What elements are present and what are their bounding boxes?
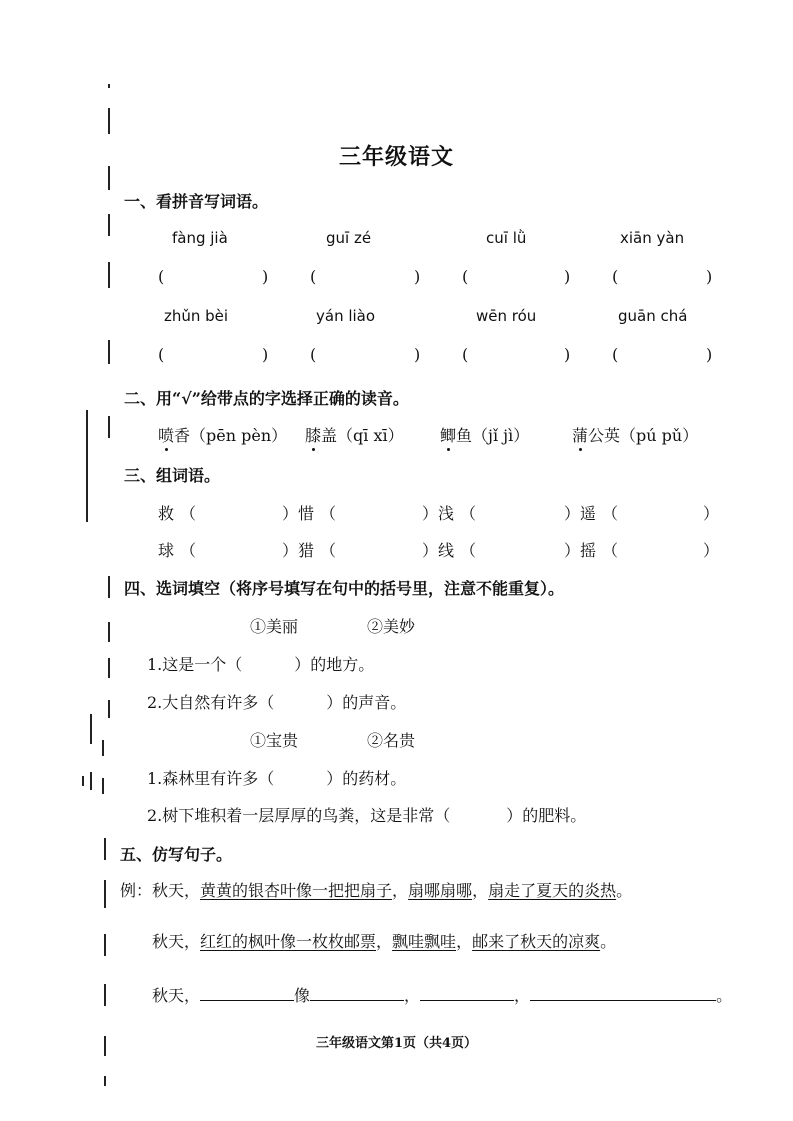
word-blank[interactable]: （ — [180, 541, 197, 560]
word-char: 球 — [158, 541, 175, 560]
binding-mark — [104, 934, 106, 956]
sentence-part: 2.大自然有许多（ — [147, 693, 275, 712]
answer-box[interactable]: ( — [462, 267, 469, 286]
binding-mark — [108, 658, 110, 678]
word-blank-close: ） — [564, 541, 581, 560]
reading-choice-1[interactable] — [158, 423, 287, 446]
sentence-part: ）的地方。 — [294, 655, 375, 674]
word-blank-close: ） — [282, 504, 299, 523]
answer-box[interactable]: ( — [310, 345, 317, 364]
underlined-phrase: 扇哪扇哪 — [408, 881, 473, 900]
option-4: ②名贵 — [367, 731, 416, 750]
word-blank[interactable]: （ — [602, 541, 619, 560]
answer-box-close: ) — [706, 345, 713, 364]
answer-box[interactable]: ( — [158, 345, 165, 364]
dotted-char: 鲫 — [440, 423, 456, 446]
option-2: ②美妙 — [367, 617, 416, 636]
write-blank[interactable] — [200, 986, 294, 1001]
word-char: 遥 — [580, 504, 597, 523]
word-char: 线 — [438, 541, 455, 560]
reading-choice-2[interactable] — [305, 423, 404, 446]
reading-options: 公英（pú pǔ） — [588, 426, 699, 445]
word-char: 猎 — [298, 541, 315, 560]
word-blank-close: ） — [282, 541, 299, 560]
word-blank[interactable]: （ — [460, 504, 477, 523]
word-char: 浅 — [438, 504, 455, 523]
text: ， — [392, 881, 409, 900]
sentence-part: ）的药材。 — [326, 769, 407, 788]
model-sentence — [152, 929, 616, 952]
answer-box[interactable]: ( — [612, 267, 619, 286]
answer-box-close: ) — [564, 345, 571, 364]
answer-box-close: ) — [414, 267, 421, 286]
binding-mark — [108, 622, 110, 642]
text: 秋天， — [152, 932, 201, 951]
answer-box-close: ) — [414, 345, 421, 364]
text: ， — [404, 986, 421, 1005]
word-blank[interactable]: （ — [602, 504, 619, 523]
answer-box-close: ) — [262, 345, 269, 364]
binding-mark — [108, 416, 110, 438]
text: 像 — [294, 986, 311, 1005]
answer-box-close: ) — [262, 267, 269, 286]
write-blank[interactable] — [420, 986, 514, 1001]
answer-box[interactable]: ( — [462, 345, 469, 364]
section5-heading: 五、仿写句子。 — [120, 845, 233, 864]
answer-box[interactable]: ( — [310, 267, 317, 286]
pinyin-2: guī zé — [326, 229, 372, 247]
text: 。 — [716, 986, 733, 1005]
reading-choice-4[interactable] — [572, 423, 698, 446]
sentence-part: 1.这是一个（ — [147, 655, 243, 674]
text: ， — [472, 881, 489, 900]
binding-mark — [108, 576, 110, 598]
text: 。 — [600, 932, 617, 951]
word-blank-close: ） — [564, 504, 581, 523]
text: 秋天， — [152, 986, 201, 1005]
underlined-phrase: 黄黄的银杏叶像一把把扇子 — [200, 881, 393, 900]
binding-mark — [108, 700, 110, 718]
section4-heading: 四、选词填空（将序号填写在句中的括号里，注意不能重复）。 — [124, 579, 565, 598]
binding-mark — [104, 984, 106, 1006]
text: 例：秋天， — [120, 881, 201, 900]
example-sentence — [120, 878, 632, 901]
text: 。 — [616, 881, 633, 900]
dotted-char: 喷 — [158, 423, 174, 446]
reading-options: 鱼（jǐ jì） — [456, 426, 530, 445]
option-3: ①宝贵 — [250, 731, 299, 750]
dotted-char: 蒲 — [572, 423, 588, 446]
sentence-part: ）的肥料。 — [506, 806, 587, 825]
binding-mark — [86, 410, 88, 522]
binding-mark — [82, 776, 84, 786]
fill-sentence-1[interactable] — [147, 652, 374, 675]
binding-mark — [108, 262, 110, 288]
pinyin-4: xiān yàn — [620, 229, 685, 247]
word-blank[interactable]: （ — [320, 541, 337, 560]
write-blank[interactable] — [530, 986, 716, 1001]
imitation-sentence — [152, 983, 732, 1006]
text: ， — [514, 986, 531, 1005]
word-char: 惜 — [298, 504, 315, 523]
word-blank-close: ） — [703, 541, 720, 560]
pinyin-7: wēn róu — [476, 307, 537, 325]
fill-sentence-4[interactable] — [147, 803, 586, 826]
answer-box[interactable]: ( — [158, 267, 165, 286]
page-title: 三年级语文 — [338, 144, 454, 170]
binding-mark — [104, 880, 106, 908]
dotted-char: 膝 — [305, 423, 321, 446]
text: ， — [456, 932, 473, 951]
reading-options: 香（pēn pèn） — [174, 426, 288, 445]
binding-mark — [108, 340, 110, 364]
binding-mark — [108, 84, 110, 88]
binding-mark — [90, 714, 92, 744]
binding-mark — [104, 1076, 106, 1086]
word-blank[interactable]: （ — [180, 504, 197, 523]
pinyin-3: cuī lǜ — [486, 229, 527, 247]
binding-mark — [104, 838, 106, 860]
pinyin-6: yán liào — [316, 307, 376, 325]
text: ， — [376, 932, 393, 951]
binding-mark — [90, 772, 92, 790]
binding-mark — [108, 108, 110, 134]
fill-sentence-2[interactable] — [147, 690, 406, 713]
fill-sentence-3[interactable] — [147, 766, 406, 789]
answer-box-close: ) — [706, 267, 713, 286]
sentence-part: 2.树下堆积着一层厚厚的鸟粪，这是非常（ — [147, 806, 451, 825]
underlined-phrase: 扇走了夏天的炎热 — [488, 881, 617, 900]
binding-mark — [102, 740, 104, 756]
word-char: 摇 — [580, 541, 597, 560]
underlined-phrase: 红红的枫叶像一枚枚邮票 — [200, 932, 377, 951]
word-blank-close: ） — [422, 504, 439, 523]
word-blank[interactable]: （ — [460, 541, 477, 560]
pinyin-8: guān chá — [618, 307, 688, 325]
sentence-part: 1.森林里有许多（ — [147, 769, 275, 788]
underlined-phrase: 飘哇飘哇 — [392, 932, 457, 951]
page-footer: 三年级语文第1页（共4页） — [315, 1036, 478, 1051]
section2-heading: 二、用“√”给带点的字选择正确的读音。 — [124, 389, 409, 408]
word-blank-close: ） — [422, 541, 439, 560]
underlined-phrase: 邮来了秋天的凉爽 — [472, 932, 601, 951]
reading-options: 盖（qī xī） — [321, 426, 404, 445]
word-blank[interactable]: （ — [320, 504, 337, 523]
pinyin-5: zhǔn bèi — [164, 307, 229, 325]
option-1: ①美丽 — [250, 617, 299, 636]
word-char: 救 — [158, 504, 175, 523]
reading-choice-3[interactable] — [440, 423, 529, 446]
answer-box[interactable]: ( — [612, 345, 619, 364]
sentence-part: ）的声音。 — [326, 693, 407, 712]
section1-heading: 一、看拼音写词语。 — [124, 192, 269, 211]
pinyin-1: fàng jià — [172, 229, 228, 247]
section3-heading: 三、组词语。 — [124, 466, 221, 485]
answer-box-close: ) — [564, 267, 571, 286]
word-blank-close: ） — [703, 504, 720, 523]
write-blank[interactable] — [310, 986, 404, 1001]
binding-mark — [108, 214, 110, 236]
binding-mark — [102, 778, 104, 794]
